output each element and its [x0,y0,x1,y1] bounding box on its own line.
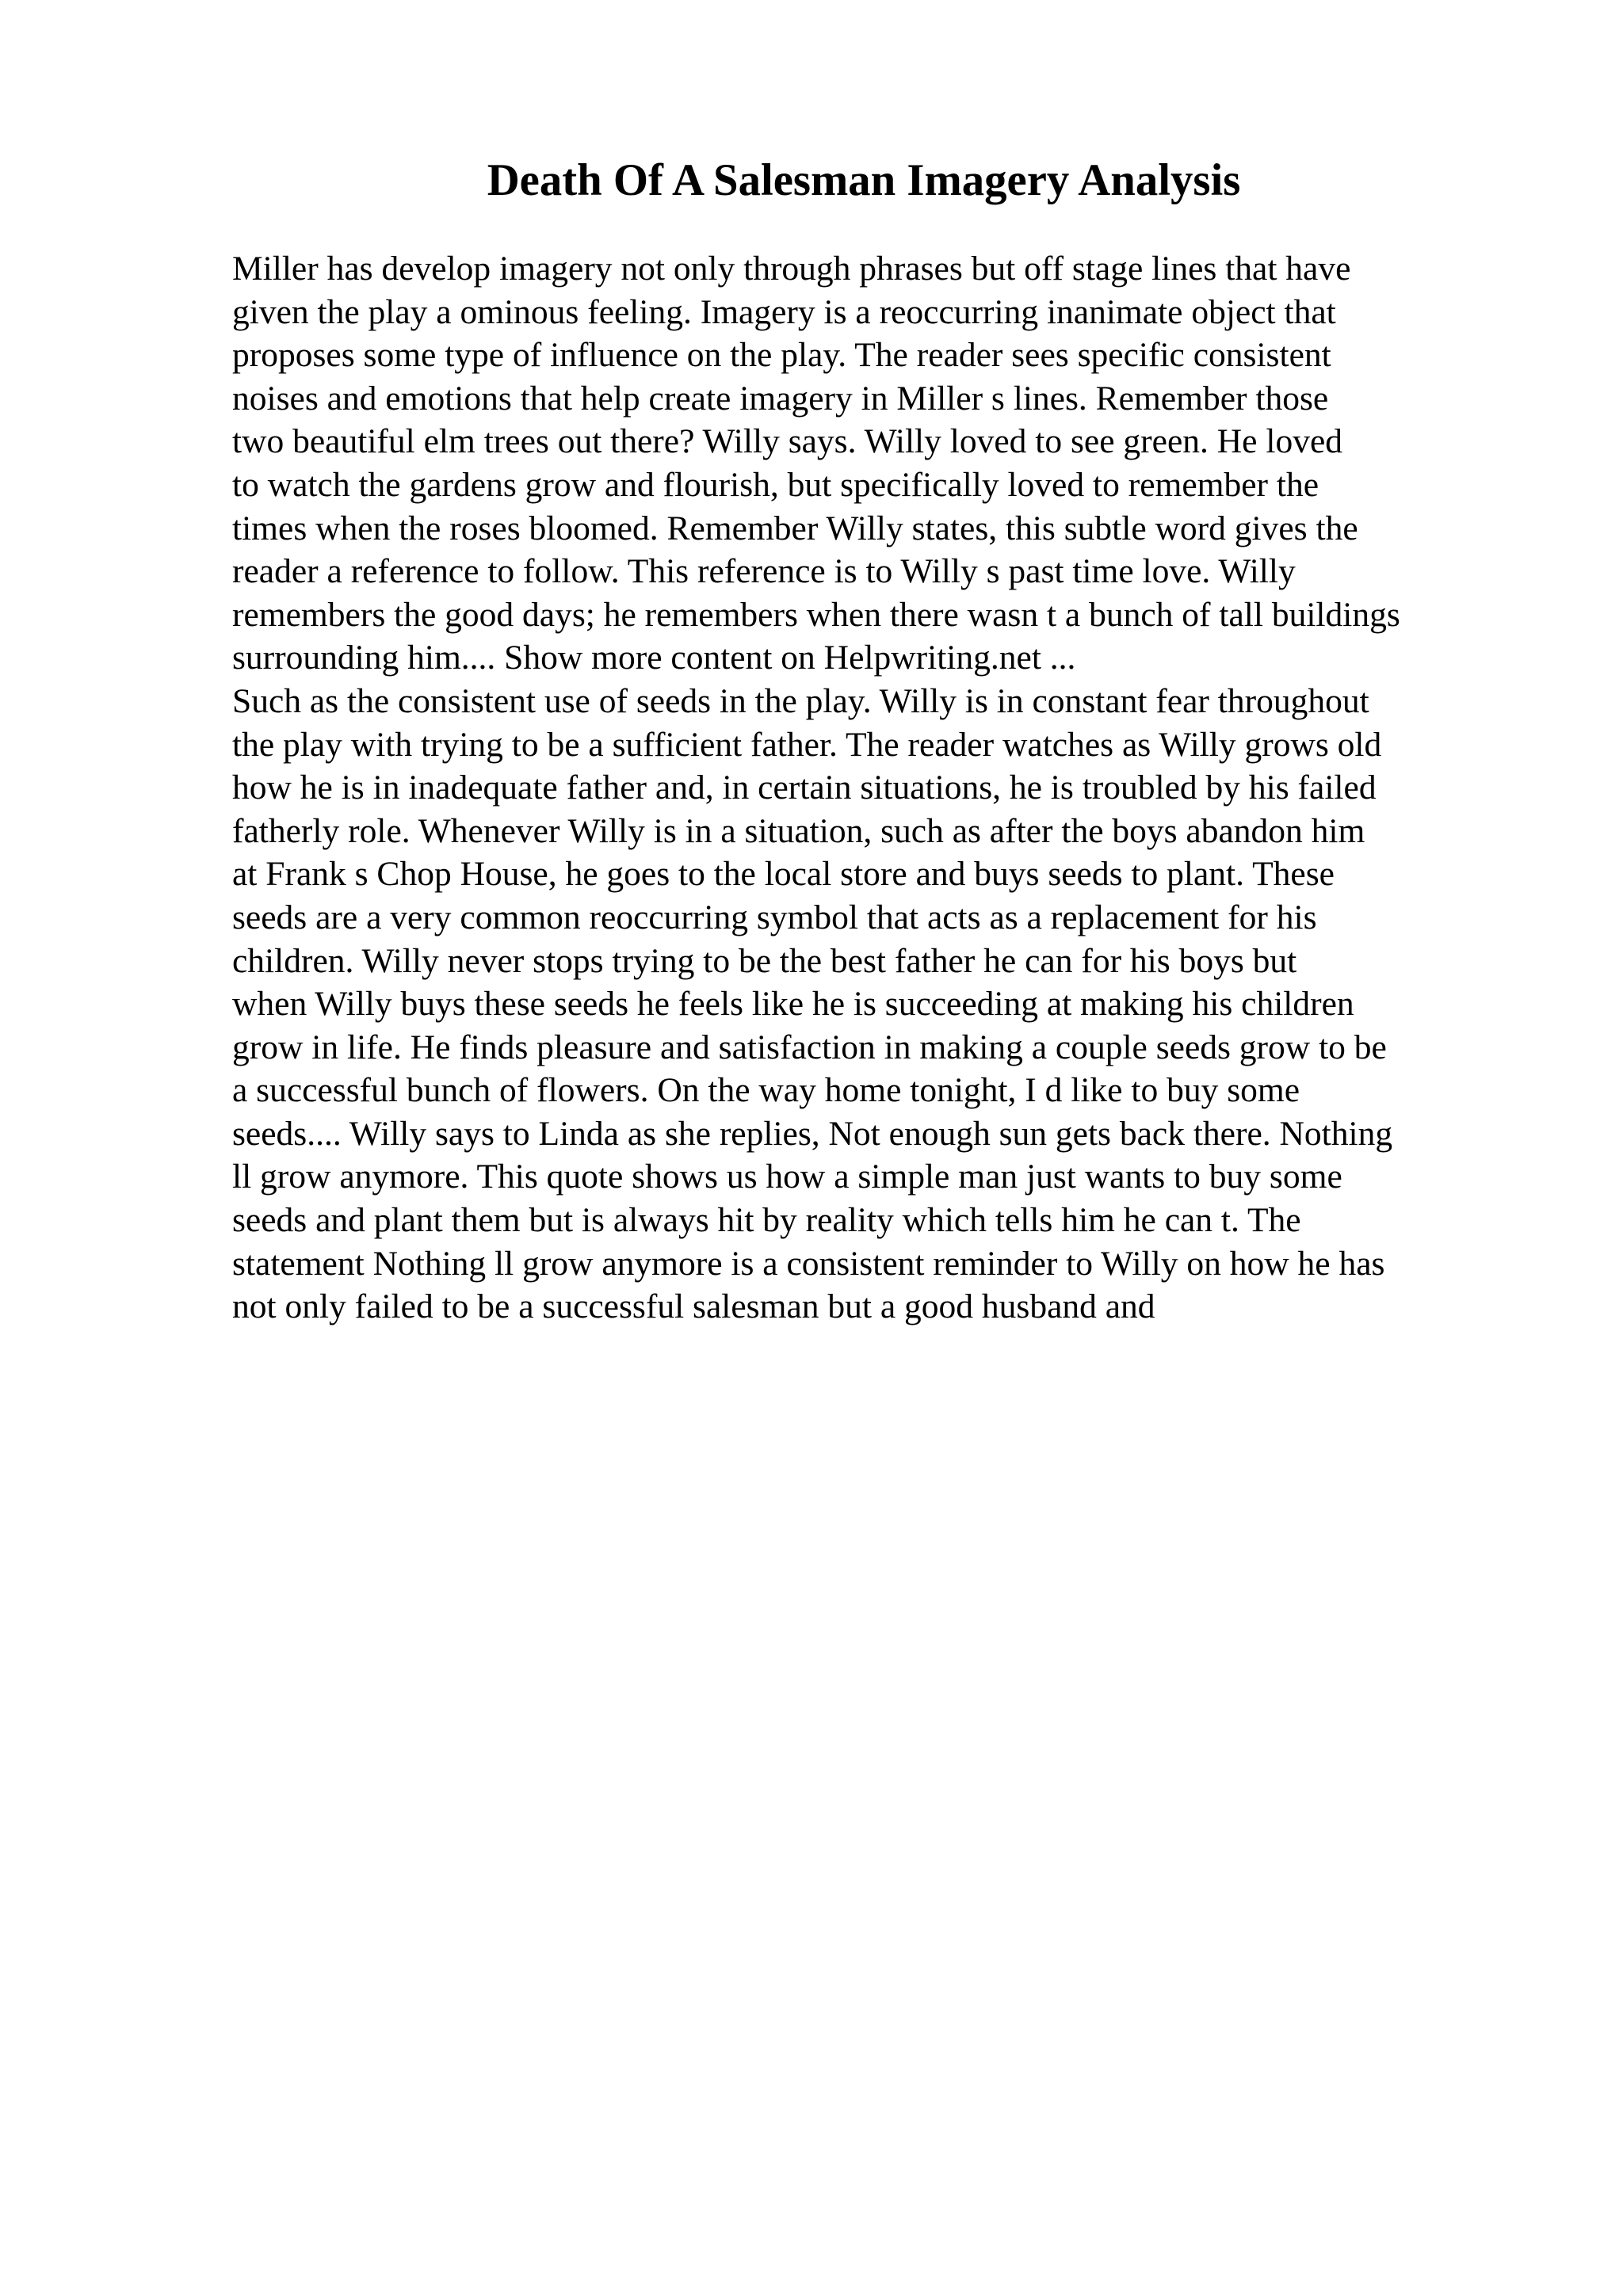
body-line: Such as the consistent use of seeds in the play. Willy is in constant fear throughout [232,681,1369,720]
body-line: seeds.... Willy says to Linda as she replies, Not enough sun gets back there. Nothing [232,1114,1393,1153]
body-line: a successful bunch of flowers. On the way home tonight, I d like to buy some [232,1071,1300,1110]
body-line: grow in life. He finds pleasure and satisfaction in making a couple seeds grow to be [232,1028,1387,1066]
body-line: Miller has develop imagery not only through phrases but off stage lines that have [232,250,1351,288]
body-line: when Willy buys these seeds he feels like he is succeeding at making his children [232,985,1354,1024]
body-line: two beautiful elm trees out there? Willy says. Willy loved to see green. He loved [232,422,1343,461]
body-line: at Frank s Chop House, he goes to the local store and buys seeds to plant. These [232,855,1335,894]
body-line: given the play a ominous feeling. Imagery is a reoccurring inanimate object that [232,292,1336,331]
document-title: Death Of A Salesman Imagery Analysis [487,155,1241,205]
body-line: seeds and plant them but is always hit by reality which tells him he can t. The [232,1201,1301,1240]
document-body [232,247,1595,1329]
body-line: the play with trying to be a sufficient father. The reader watches as Willy grows old [232,725,1382,764]
body-line: ll grow anymore. This quote shows us how a simple man just wants to buy some [232,1158,1342,1196]
body-line: noises and emotions that help create imagery in Miller s lines. Remember those [232,379,1329,418]
body-line: times when the roses bloomed. Remember Willy states, this subtle word gives the [232,509,1358,547]
body-line: how he is in inadequate father and, in certain situations, he is troubled by his failed [232,769,1377,807]
body-line: surrounding him.... Show more content on Helpwriting.net ... [232,639,1076,677]
body-line: reader a reference to follow. This reference is to Willy s past time love. Willy [232,552,1296,591]
body-line: proposes some type of influence on the play. The reader sees specific consistent [232,336,1331,375]
body-line: remembers the good days; he remembers when there wasn t a bunch of tall buildings [232,595,1400,634]
body-line: to watch the gardens grow and flourish, but specifically loved to remember the [232,465,1319,504]
body-line: children. Willy never stops trying to be the best father he can for his boys but [232,941,1297,980]
body-line: seeds are a very common reoccurring symbol that acts as a replacement for his [232,898,1317,936]
body-line: statement Nothing ll grow anymore is a consistent reminder to Willy on how he has [232,1244,1385,1283]
body-line: not only failed to be a successful salesman but a good husband and [232,1287,1155,1326]
body-line: fatherly role. Whenever Willy is in a situation, such as after the boys abandon him [232,811,1365,850]
